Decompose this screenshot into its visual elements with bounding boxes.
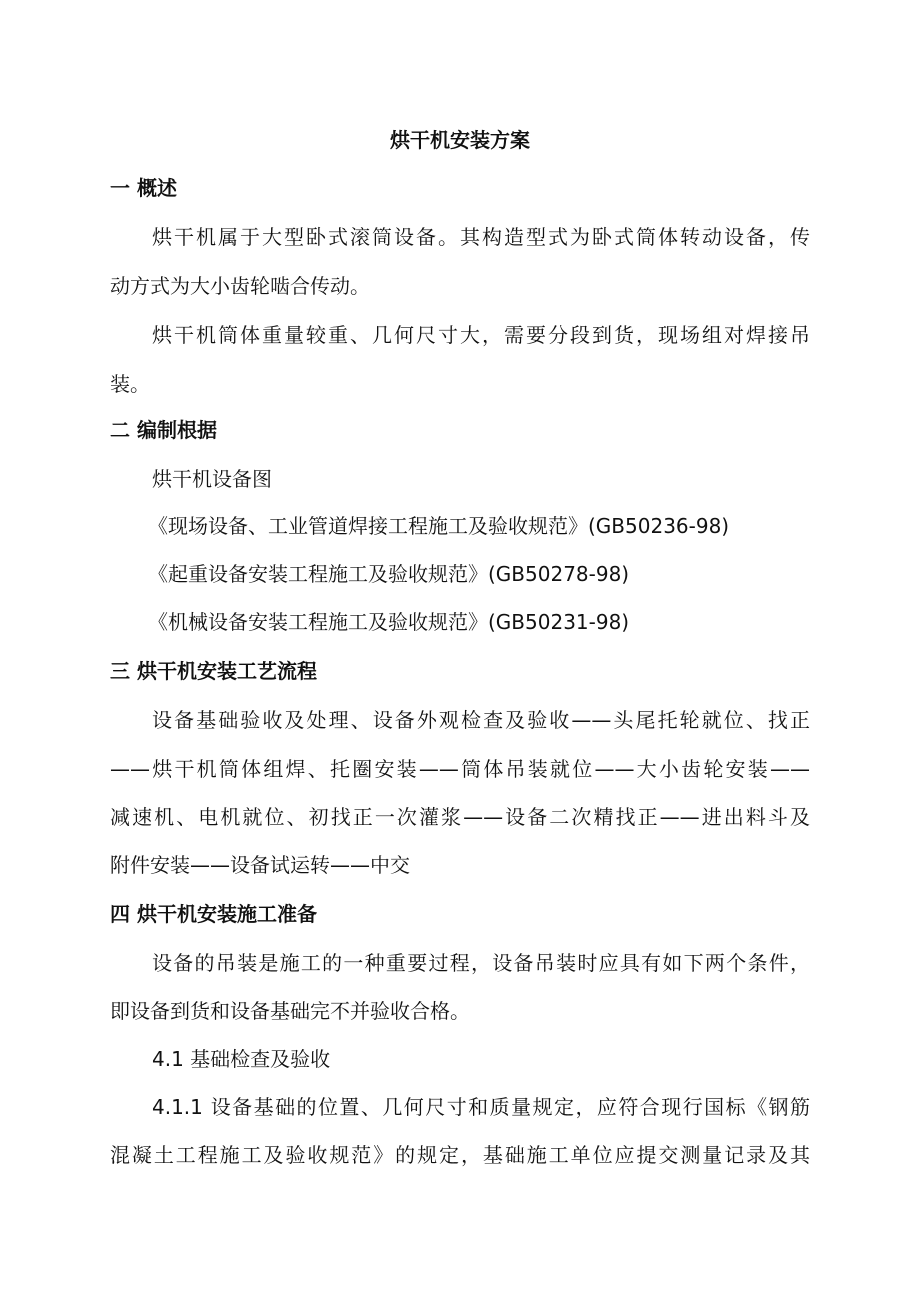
paragraph-line: 设备基础验收及处理、设备外观检查及验收——头尾托轮就位、找正 [152,708,810,732]
section-heading-basis: 二 编制根据 [110,418,217,442]
paragraph-line: 动方式为大小齿轮啮合传动。 [110,274,370,298]
paragraph-line: 即设备到货和设备基础完不并验收合格。 [110,999,470,1023]
clause-line: 4.1.1 设备基础的位置、几何尺寸和质量规定，应符合现行国标《钢筋 [152,1095,810,1119]
section-heading-preparation: 四 烘干机安装施工准备 [110,902,317,926]
paragraph-line: 附件安装——设备试运转——中交 [110,853,410,877]
paragraph-line: 烘干机筒体重量较重、几何尺寸大，需要分段到货，现场组对焊接吊 [152,323,810,347]
reference-item: 《机械设备安装工程施工及验收规范》(GB50231-98) [148,610,630,634]
reference-item: 烘干机设备图 [152,467,272,491]
section-heading-overview: 一 概述 [110,176,177,200]
sub-heading-foundation-inspection: 4.1 基础检查及验收 [152,1047,331,1071]
reference-item: 《现场设备、工业管道焊接工程施工及验收规范》(GB50236-98) [148,514,730,538]
paragraph-line: 装。 [110,372,150,396]
paragraph-line: 减速机、电机就位、初找正一次灌浆——设备二次精找正——进出料斗及 [110,805,810,829]
paragraph-line: ——烘干机筒体组焊、托圈安装——筒体吊装就位——大小齿轮安装—— [110,757,810,781]
reference-item: 《起重设备安装工程施工及验收规范》(GB50278-98) [148,562,630,586]
clause-line: 混凝土工程施工及验收规范》的规定，基础施工单位应提交测量记录及其 [110,1143,810,1167]
paragraph-line: 设备的吊装是施工的一种重要过程，设备吊装时应具有如下两个条件， [152,951,810,975]
document-title: 烘干机安装方案 [390,128,530,152]
section-heading-process-flow: 三 烘干机安装工艺流程 [110,659,317,683]
paragraph-line: 烘干机属于大型卧式滚筒设备。其构造型式为卧式筒体转动设备，传 [152,225,810,249]
